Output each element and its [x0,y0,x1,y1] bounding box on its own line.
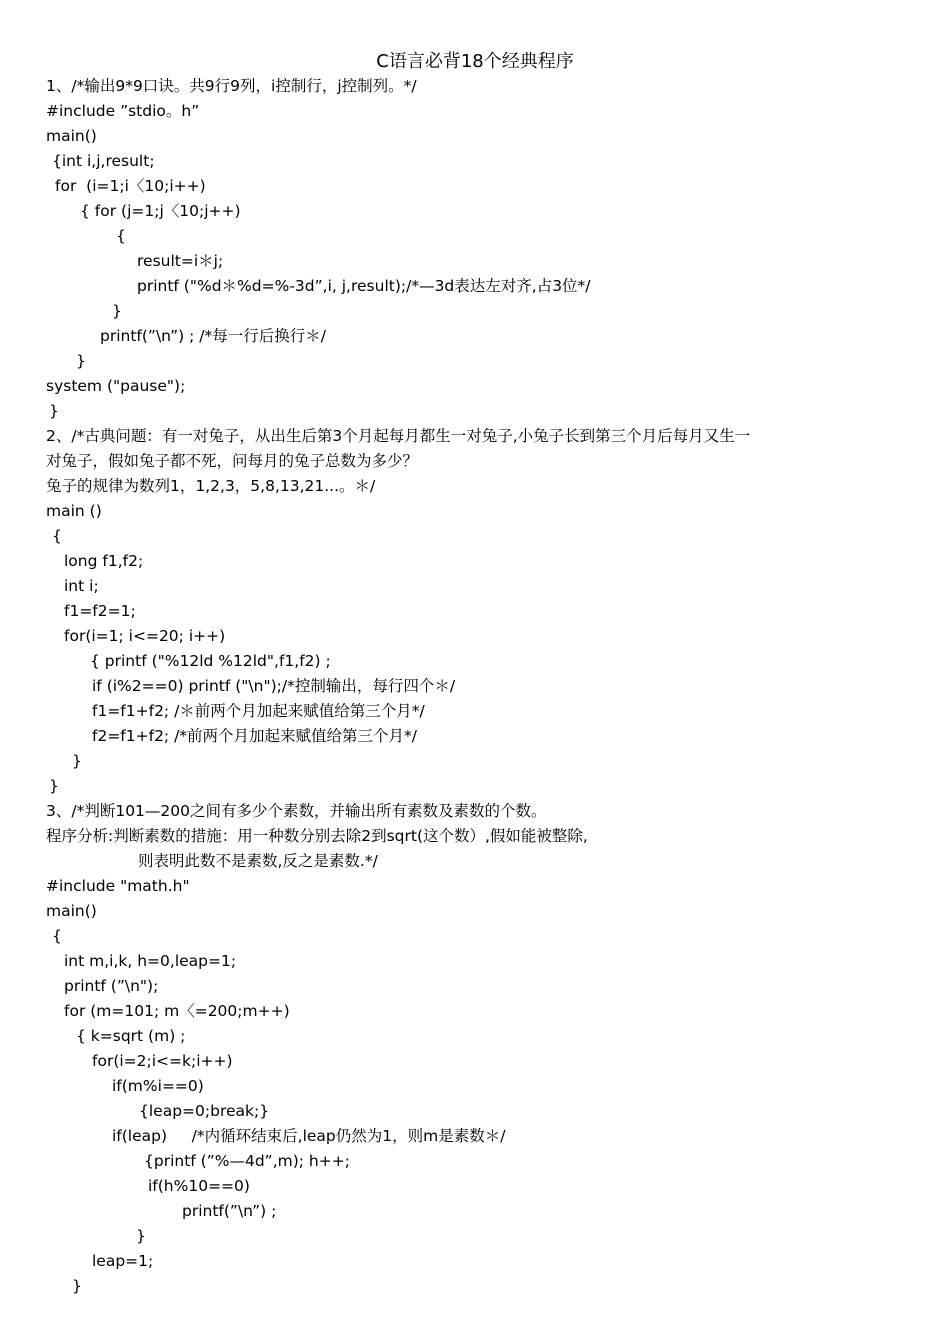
code-line: for (i=1;i〈10;i++) [55,177,206,195]
code-line: int m,i,k, h=0,leap=1; [64,952,237,970]
code-line: } [112,302,122,320]
code-line: } [49,402,59,420]
code-line: } [136,1227,146,1245]
code-line: } [76,352,86,370]
code-line: 3、/*判断101—200之间有多少个素数，并输出所有素数及素数的个数。 [46,802,547,820]
code-line: if(leap) /*内循环结束后,leap仍然为1，则m是素数＊/ [112,1127,506,1145]
code-line: 程序分析:判断素数的措施：用一种数分别去除2到sqrt(这个数）,假如能被整除, [46,827,588,845]
code-line: #include "math.h" [46,877,190,895]
code-line: result=i＊j; [137,252,224,270]
code-line: main() [46,902,97,920]
code-line: leap=1; [92,1252,154,1270]
code-line: f1=f2=1; [64,602,136,620]
code-line: int i; [64,577,99,595]
code-line: {printf (”%—4d”,m); h++; [144,1152,350,1170]
code-line: long f1,f2; [64,552,144,570]
code-line: 1、/*输出9*9口诀。共9行9列，i控制行，j控制列。*/ [46,77,417,95]
code-line: system ("pause"); [46,377,186,395]
code-line: { k=sqrt (m) ; [76,1027,186,1045]
code-line: for(i=1; i<=20; i++) [64,627,226,645]
code-line: {leap=0;break;} [139,1102,270,1120]
code-line: if (i%2==0) printf ("\n");/*控制输出，每行四个＊/ [92,677,456,695]
document-title: C语言必背18个经典程序 [376,51,574,72]
code-line: if(h%10==0) [148,1177,250,1195]
code-line: 对兔子，假如兔子都不死，问每月的兔子总数为多少？ [46,452,419,470]
code-line: printf ("%d＊%d=%-3d”,i, j,result);/*—3d表达左对齐,占3位*/ [137,277,591,295]
code-line: printf(”\n”) ; /*每一行后换行＊/ [100,327,326,345]
code-line: 2、/*古典问题：有一对兔子，从出生后第3个月起每月都生一对兔子,小兔子长到第三个月后每月又生一 [46,427,751,445]
code-line: f2=f1+f2; /*前两个月加起来赋值给第三个月*/ [92,727,418,745]
code-line: { printf ("%12ld %12ld",f1,f2) ; [90,652,331,670]
code-line: for(i=2;i<=k;i++) [92,1052,233,1070]
code-line: { [52,527,62,545]
code-line: } [49,777,59,795]
code-line: 兔子的规律为数列1，1,2,3，5,8,13,21...。＊/ [46,477,376,495]
code-line: {int i,j,result; [52,152,155,170]
code-line: main() [46,127,97,145]
code-line: } [72,1277,82,1295]
code-line: { [116,227,126,245]
code-line: printf (”\n"); [64,977,159,995]
code-line: #include ”stdio。h” [46,102,200,120]
code-line: f1=f1+f2; /＊前两个月加起来赋值给第三个月*/ [92,702,425,720]
code-line: } [72,752,82,770]
code-line: 则表明此数不是素数,反之是素数.*/ [138,852,378,870]
code-line: main () [46,502,102,520]
code-line: for (m=101; m〈=200;m++) [64,1002,290,1020]
code-line: if(m%i==0) [112,1077,204,1095]
code-line: { for (j=1;j〈10;j++) [80,202,241,220]
code-line: { [52,927,62,945]
code-line: printf(”\n”) ; [182,1202,277,1220]
